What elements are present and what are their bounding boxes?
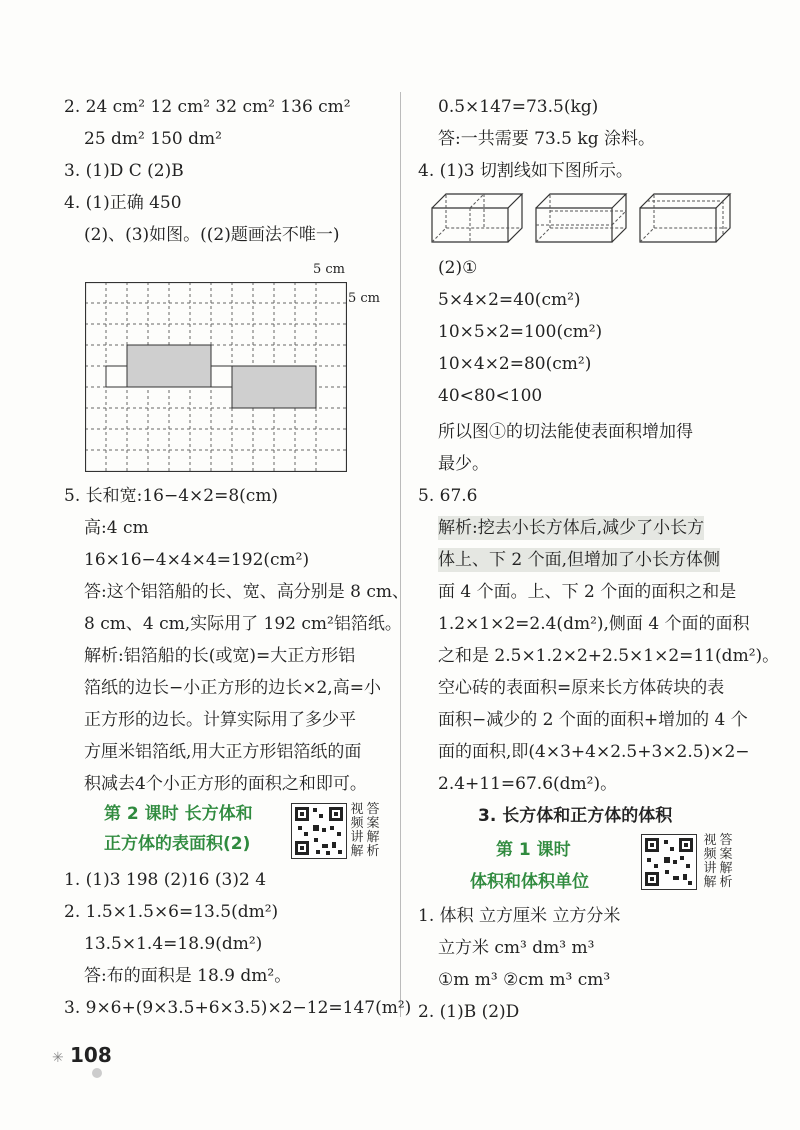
r-analysis5: 之和是 2.5×1.2×2+2.5×1×2=11(dm²)。 bbox=[438, 646, 780, 666]
q2-line1: 2. 24 cm² 12 cm² 32 cm² 136 cm² bbox=[64, 97, 351, 117]
r-analysis6: 空心砖的表面积=原来长方体砖块的表 bbox=[438, 678, 725, 698]
grid-label-side: 5 cm bbox=[348, 291, 381, 306]
r-line10: 最少。 bbox=[438, 454, 489, 474]
l2-q1: 1. (1)3 198 (2)16 (3)2 4 bbox=[64, 870, 267, 890]
q5-line5: 8 cm、4 cm,实际用了 192 cm²铝箔纸。 bbox=[84, 614, 402, 634]
r-line6: 10×5×2=100(cm²) bbox=[438, 322, 603, 342]
l2-q2-line1: 2. 1.5×1.5×6=13.5(dm²) bbox=[64, 902, 279, 922]
column-separator bbox=[400, 92, 401, 1017]
r-analysis3: 面 4 个面。上、下 2 个面的面积之和是 bbox=[438, 582, 737, 602]
lesson2-title-line1: 第 2 课时 长方体和 bbox=[104, 804, 253, 824]
cuboid-svg bbox=[430, 190, 760, 250]
qr-answer-label-right: 答案解析 bbox=[719, 833, 733, 890]
q5-analysis4: 方厘米铝箔纸,用大正方形铝箔纸的面 bbox=[84, 742, 362, 762]
r-line7: 10×4×2=80(cm²) bbox=[438, 354, 592, 374]
q5-line2: 高:4 cm bbox=[84, 518, 149, 538]
qr-code-right[interactable] bbox=[641, 834, 697, 890]
r-line1: 0.5×147=73.5(kg) bbox=[438, 97, 599, 117]
page-number: 108 bbox=[70, 1043, 112, 1067]
r-analysis4: 1.2×1×2=2.4(dm²),侧面 4 个面的面积 bbox=[438, 614, 750, 634]
qr-video-label-left: 视频讲解 bbox=[350, 802, 364, 859]
r-analysis7: 面积−减少的 2 个面的面积+增加的 4 个 bbox=[438, 710, 748, 730]
q4-line2: (2)、(3)如图。((2)题画法不唯一) bbox=[84, 225, 340, 245]
r-line4: (2)① bbox=[438, 258, 478, 278]
s1-line2: 立方米 cm³ dm³ m³ bbox=[438, 938, 595, 958]
r-line9: 所以图①的切法能使表面积增加得 bbox=[438, 422, 693, 442]
qr-code-icon bbox=[642, 835, 696, 889]
s1-line1: 1. 体积 立方厘米 立方分米 bbox=[418, 906, 621, 926]
grid-figure bbox=[85, 282, 347, 476]
r-line11: 5. 67.6 bbox=[418, 486, 478, 506]
q5-line4: 答:这个铝箔船的长、宽、高分别是 8 cm、 bbox=[84, 582, 409, 602]
grid-svg bbox=[85, 282, 347, 472]
q4-line1: 4. (1)正确 450 bbox=[64, 193, 182, 213]
lesson2-title-line2: 正方体的表面积(2) bbox=[104, 834, 251, 854]
lesson1-title-line1: 第 1 课时 bbox=[496, 840, 571, 860]
lesson1-title-line2: 体积和体积单位 bbox=[470, 872, 589, 892]
q2-line2: 25 dm² 150 dm² bbox=[84, 129, 222, 149]
grid-label-top: 5 cm bbox=[313, 262, 346, 277]
r-line5: 5×4×2=40(cm²) bbox=[438, 290, 581, 310]
page-star-icon: ✳ bbox=[52, 1050, 64, 1066]
r-analysis9: 2.4+11=67.6(dm²)。 bbox=[438, 774, 618, 794]
qr-answer-label-left: 答案解析 bbox=[366, 802, 380, 859]
section3-title: 3. 长方体和正方体的体积 bbox=[478, 806, 673, 826]
q5-analysis3: 正方形的边长。计算实际用了多少平 bbox=[84, 710, 356, 730]
l2-q2-line3: 答:布的面积是 18.9 dm²。 bbox=[84, 966, 292, 986]
r-line8: 40<80<100 bbox=[438, 386, 543, 406]
q5-analysis1: 解析:铝箔船的长(或宽)=大正方形铝 bbox=[84, 646, 356, 666]
q3-line: 3. (1)D C (2)B bbox=[64, 161, 184, 181]
s2-line: 2. (1)B (2)D bbox=[418, 1002, 520, 1022]
q5-line3: 16×16−4×4×4=192(cm²) bbox=[84, 550, 310, 570]
q5-analysis5: 积减去4个小正方形的面积之和即可。 bbox=[84, 774, 367, 794]
page-dot bbox=[92, 1068, 102, 1078]
r-line3: 4. (1)3 切割线如下图所示。 bbox=[418, 161, 633, 181]
qr-code-left[interactable] bbox=[291, 803, 347, 859]
l2-q2-line2: 13.5×1.4=18.9(dm²) bbox=[84, 934, 263, 954]
q5-analysis2: 箔纸的边长−小正方形的边长×2,高=小 bbox=[84, 678, 381, 698]
cuboid-figures bbox=[430, 190, 760, 254]
qr-video-label-right: 视频讲解 bbox=[703, 833, 717, 890]
s1-line3: ①m m³ ②cm m³ cm³ bbox=[438, 970, 611, 990]
r-analysis2: 体上、下 2 个面,但增加了小长方体侧 bbox=[438, 550, 721, 570]
l2-q3: 3. 9×6+(9×3.5+6×3.5)×2−12=147(m²) bbox=[64, 998, 412, 1018]
r-analysis8: 面的面积,即(4×3+4×2.5+3×2.5)×2− bbox=[438, 742, 750, 762]
r-analysis1: 解析:挖去小长方体后,减少了小长方 bbox=[438, 518, 705, 538]
q5-line1: 5. 长和宽:16−4×2=8(cm) bbox=[64, 486, 279, 506]
r-line2: 答:一共需要 73.5 kg 涂料。 bbox=[438, 129, 655, 149]
qr-code-icon bbox=[292, 804, 346, 858]
